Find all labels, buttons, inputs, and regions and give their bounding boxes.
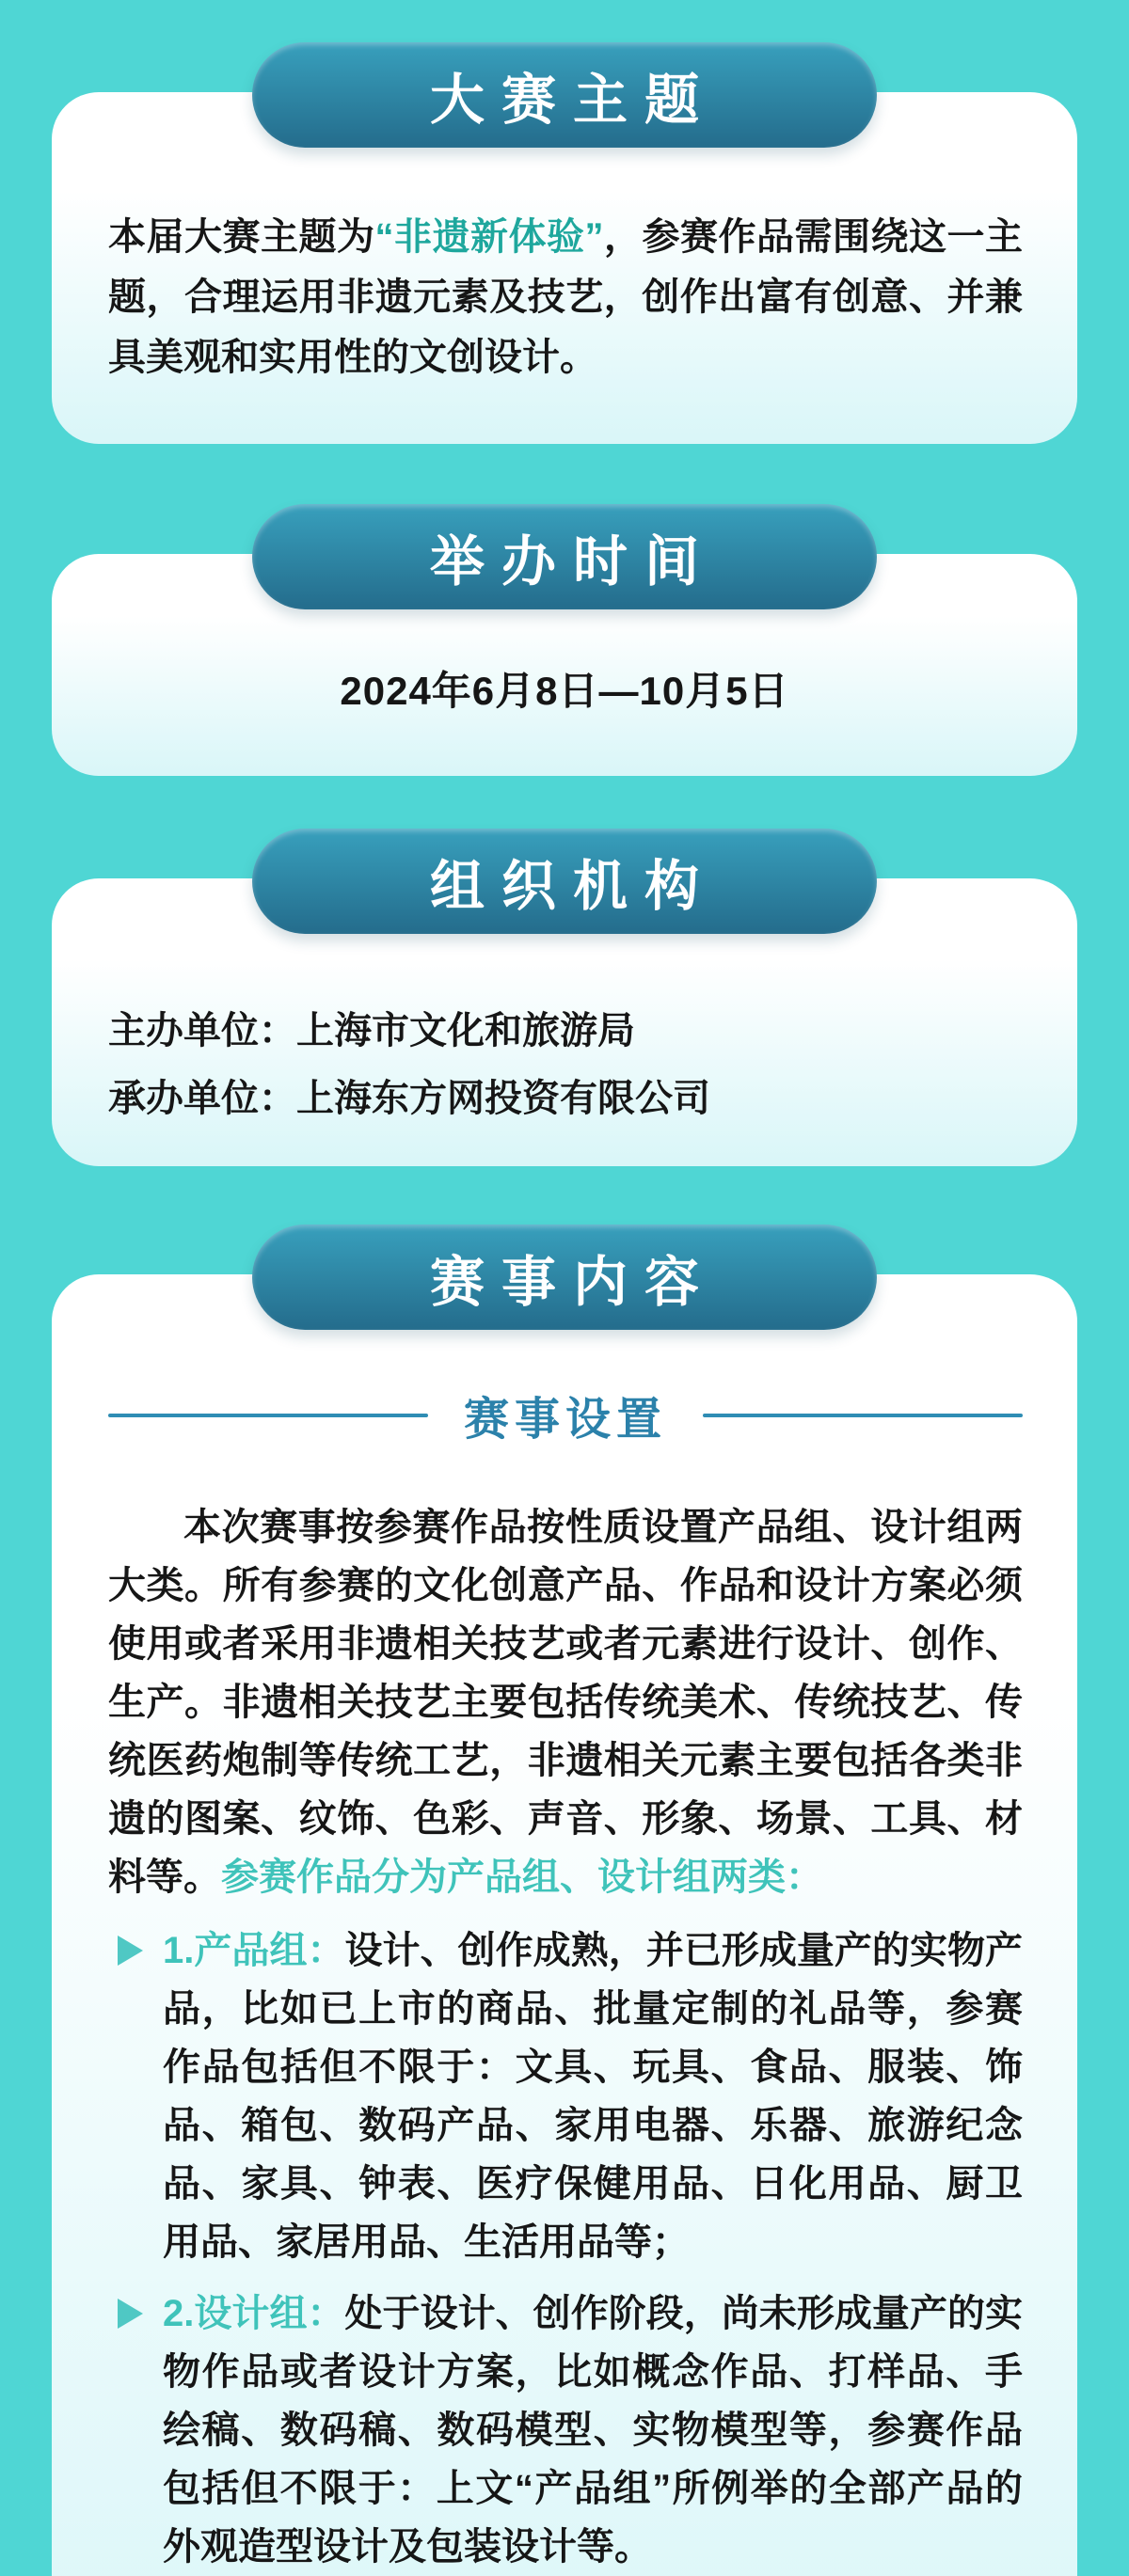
event-date: 2024年6月8日—10月5日 <box>340 669 789 713</box>
subtitle-row <box>108 1383 1023 1447</box>
content-card <box>52 1274 1077 2576</box>
host-unit-line: 主办单位：上海市文化和旅游局 <box>108 1010 635 1051</box>
organization-pill-label: 组织机构 <box>429 856 716 917</box>
theme-pill-label: 大赛主题 <box>429 70 716 131</box>
design-group-text: 处于设计、创作阶段，尚未形成量产的实物作品或者设计方案，比如概念作品、打样品、手绘稿、数码稿、数码模型、实物模型等，参赛作品包括但不限于：上文“产品组”所例举的全部产品的外观造型设计及包装设计等。 <box>163 2293 1024 2568</box>
group-list <box>108 1921 1023 2576</box>
theme-paragraph <box>108 207 1023 387</box>
list-item-product-group <box>108 1921 1023 2271</box>
section-organization <box>0 829 1129 1166</box>
section-content <box>0 1225 1129 2576</box>
product-group-label: 1.产品组： <box>163 1930 345 1971</box>
content-paragraph <box>108 1498 1023 1906</box>
section-time <box>0 504 1129 776</box>
divider-line-right <box>703 1414 1023 1417</box>
divider-line-left <box>108 1414 428 1417</box>
organization-pill <box>252 829 877 934</box>
list-item-design-group <box>108 2284 1023 2576</box>
theme-text-before: 本届大赛主题为 <box>108 216 375 258</box>
content-pill-label: 赛事内容 <box>429 1252 716 1313</box>
content-paragraph-highlight: 参赛作品分为产品组、设计组两类： <box>221 1857 823 1898</box>
theme-highlight-text: “非遗新体验” <box>374 216 604 258</box>
triangle-bullet-icon <box>118 1936 143 1966</box>
organizer-unit-line: 承办单位：上海东方网投资有限公司 <box>108 1078 710 1119</box>
product-group-text: 设计、创作成熟，并已形成量产的实物产品，比如已上市的商品、批量定制的礼品等，参赛作品包括但不限于：文具、玩具、食品、服装、饰品、箱包、数码产品、家用电器、乐器、旅游纪念品、家具、钟表、医疗保健用品、日化用品、厨卫用品、家居用品、生活用品等； <box>163 1930 1024 2263</box>
triangle-bullet-icon <box>118 2299 143 2329</box>
content-subtitle: 赛事设置 <box>464 1395 668 1445</box>
content-pill <box>252 1225 877 1330</box>
time-pill <box>252 504 877 609</box>
theme-text-after: ，参赛作品需围绕这一主题，合理运用非遗元素及技艺，创作出富有创意、并兼具美观和实用性的文创设计。 <box>108 216 1023 378</box>
time-pill-label: 举办时间 <box>429 531 716 593</box>
design-group-label: 2.设计组： <box>163 2293 345 2334</box>
theme-pill <box>252 42 877 148</box>
section-theme <box>0 0 1129 444</box>
content-paragraph-text: 本次赛事按参赛作品按性质设置产品组、设计组两大类。所有参赛的文化创意产品、作品和设计方案必须使用或者采用非遗相关技艺或者元素进行设计、创作、生产。非遗相关技艺主要包括传统美术、传统技艺、传统医药炮制等传统工艺，非遗相关元素主要包括各类非遗的图案、纹饰、色彩、声音、形象、场景、工具、材料等。 <box>108 1507 1023 1898</box>
